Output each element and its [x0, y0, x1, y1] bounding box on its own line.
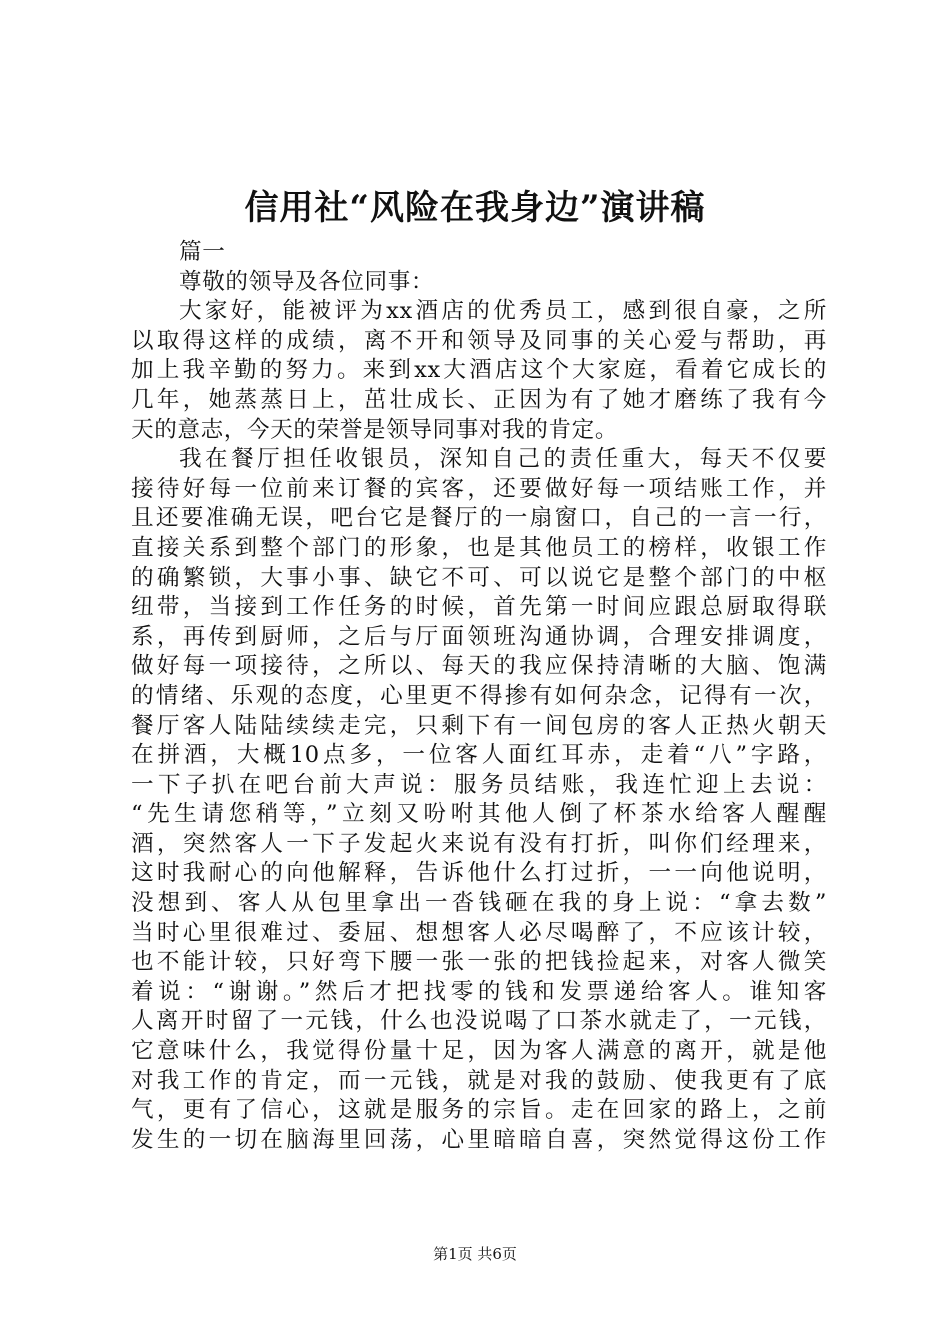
- text-line: “先生请您稍等，”立刻又吩咐其他人倒了杯茶水给客人醒醒: [131, 801, 827, 828]
- text-line: 气，更有了信心，这就是服务的宗旨。走在回家的路上，之前: [131, 1097, 827, 1124]
- text-line: 做好每一项接待，之所以、每天的我应保持清晰的大脑、饱满: [131, 653, 827, 680]
- text-line: 大家好，能被评为xx酒店的优秀员工，感到很自豪，之所: [179, 298, 827, 325]
- text-line: 几年，她蒸蒸日上，茁壮成长、正因为有了她才磨练了我有今: [131, 386, 827, 413]
- text-line: 酒，突然客人一下子发起火来说有没有打折，叫你们经理来，: [131, 830, 827, 857]
- text-line: 人离开时留了一元钱，什么也没说喝了口茶水就走了，一元钱，: [131, 1008, 827, 1035]
- text-line: 接待好每一位前来订餐的宾客，还要做好每一项结账工作，并: [131, 475, 827, 502]
- text-line: 这时我耐心的向他解释，告诉他什么打过折，一一向他说明，: [131, 860, 827, 887]
- text-line: 直接关系到整个部门的形象，也是其他员工的榜样，收银工作: [131, 534, 827, 561]
- text-line: 餐厅客人陆陆续续走完，只剩下有一间包房的客人正热火朝天: [131, 712, 827, 739]
- text-line: 一下子扒在吧台前大声说：服务员结账，我连忙迎上去说：: [131, 771, 827, 798]
- text-line: 我在餐厅担任收银员，深知自己的责任重大，每天不仅要: [179, 446, 827, 473]
- text-line: 没想到、客人从包里拿出一沓钱砸在我的身上说：“拿去数”: [131, 890, 827, 917]
- text-line: 也不能计较，只好弯下腰一张一张的把钱捡起来，对客人微笑: [131, 949, 827, 976]
- text-line: 它意味什么，我觉得份量十足，因为客人满意的离开，就是他: [131, 1038, 827, 1065]
- text-line: 系，再传到厨师，之后与厅面领班沟通协调，合理安排调度，: [131, 623, 827, 650]
- text-line: 发生的一切在脑海里回荡，心里暗暗自喜，突然觉得这份工作: [131, 1126, 827, 1153]
- document-body: [131, 238, 827, 1155]
- document-title: 信用社“风险在我身边”演讲稿: [244, 188, 706, 228]
- text-line: 的情绪、乐观的态度，心里更不得掺有如何杂念，记得有一次，: [131, 682, 827, 709]
- text-line: 在拼酒，大概10点多，一位客人面红耳赤，走着“八”字路，: [131, 742, 827, 769]
- page-footer: 第1页 共6页: [433, 1245, 517, 1263]
- text-line: 当时心里很难过、委屈、想想客人必尽喝醉了，不应该计较，: [131, 919, 827, 946]
- text-line: 篇一: [179, 239, 226, 265]
- text-line: 加上我辛勤的努力。来到xx大酒店这个大家庭，看着它成长的: [131, 357, 827, 384]
- text-line: 纽带，当接到工作任务的时候，首先第一时间应跟总厨取得联: [131, 594, 827, 621]
- text-line: 天的意志，今天的荣誉是领导同事对我的肯定。: [131, 416, 619, 443]
- text-line: 着说：“谢谢。”然后才把找零的钱和发票递给客人。谁知客: [131, 978, 827, 1005]
- text-line: 且还要准确无误，吧台它是餐厅的一扇窗口，自己的一言一行，: [131, 505, 827, 532]
- text-line: 以取得这样的成绩，离不开和领导及同事的关心爱与帮助，再: [131, 327, 827, 354]
- text-line: 对我工作的肯定，而一元钱，就是对我的鼓励、使我更有了底: [131, 1067, 827, 1094]
- text-line: 尊敬的领导及各位同事：: [179, 268, 435, 295]
- text-line: 的确繁锁，大事小事、缺它不可、可以说它是整个部门的中枢: [131, 564, 827, 591]
